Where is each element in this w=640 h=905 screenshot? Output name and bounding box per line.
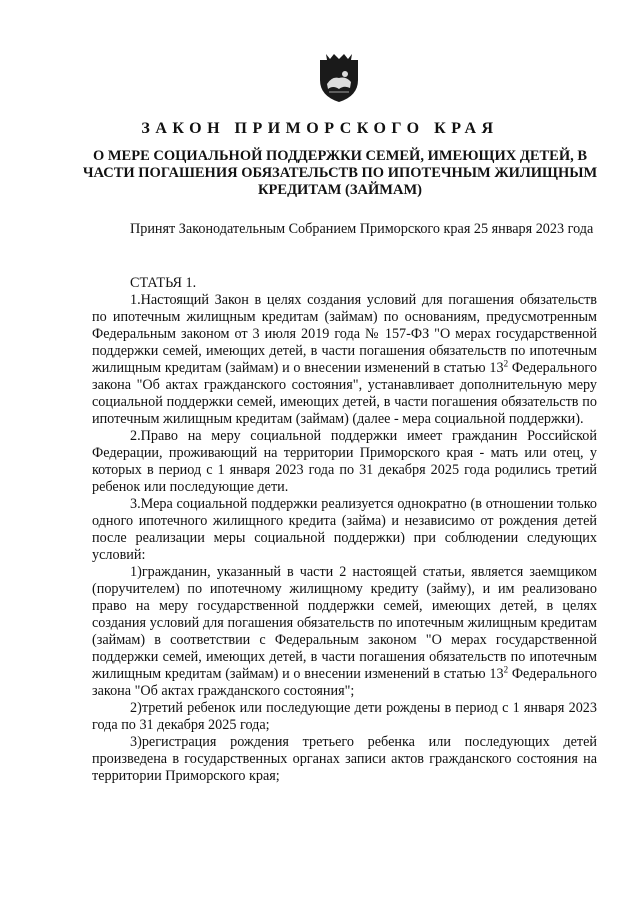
law-title: ЗАКОН ПРИМОРСКОГО КРАЯ [141,120,499,137]
coat-of-arms-icon [318,52,360,104]
article-body [92,292,597,785]
paragraph-3: 3.Мера социальной поддержки реализуется однократно (в отношении только одного ипотечного жилищного кредита (займа) и независимо от рождения детей после реализации меры социальной поддержки) при соблюдении следующих условий: [92,496,597,563]
paragraph-1: 1.Настоящий Закон в целях создания условий для погашения обязательств по ипотечным жилищным кредитам (займам) по основаниям, предусмотренным Федеральным законом от 3 июля 2019 года № 157-ФЗ "О мерах государственной поддержки семей, имеющих детей, в части погашения обязательств по ипотечным жилищным кредитам (займам) и о внесении изменений в статью $13^2$ Федерального закона "Об актах гражданского состояния", устанавливает дополнительную меру социальной поддержки семей, имеющих детей, в части погашения обязательств по ипотечным жилищным кредитам (займам) (далее - мера социальной поддержки). [92,292,597,427]
paragraph-2: 2.Право на меру социальной поддержки имеет гражданин Российской Федерации, проживающий на территории Приморского края - мать или отец, у которых в период с 1 января 2023 года по 31 декабря 2025 года родились третий ребенок или последующие дети. [92,428,597,495]
article-heading: СТАТЬЯ 1. [130,275,197,291]
adoption-note: Принят Законодательным Собранием Приморского края 25 января 2023 года [130,221,594,237]
condition-2: 2)третий ребенок или последующие дети рождены в период с 1 января 2023 года по 31 декабря 2025 года; [92,700,597,733]
condition-1: 1)гражданин, указанный в части 2 настоящей статьи, является заемщиком (поручителем) по ипотечному жилищному кредиту (займу), и им реализовано право на меру государственной поддержки семей, имеющих детей, в целях создания условий для погашения обязательств по ипотечным жилищным кредитам (займам) в соответствии с Федеральным законом "О мерах государственной поддержки семей, имеющих детей, в части погашения обязательств по ипотечным жилищным кредитам (займам) и о внесении изменений в статью $13^2$ Федерального закона "Об актах гражданского состояния"; [92,564,597,699]
condition-3: 3)регистрация рождения третьего ребенка или последующих детей произведена в государственных органах записи актов гражданского состояния на территории Приморского края; [92,734,597,784]
law-subtitle: О МЕРЕ СОЦИАЛЬНОЙ ПОДДЕРЖКИ СЕМЕЙ, ИМЕЮЩИХ ДЕТЕЙ, В ЧАСТИ ПОГАШЕНИЯ ОБЯЗАТЕЛЬСТВ ПО ИПОТЕЧНЫМ ЖИЛИЩНЫМ КРЕДИТАМ (ЗАЙМАМ) [82,148,598,198]
